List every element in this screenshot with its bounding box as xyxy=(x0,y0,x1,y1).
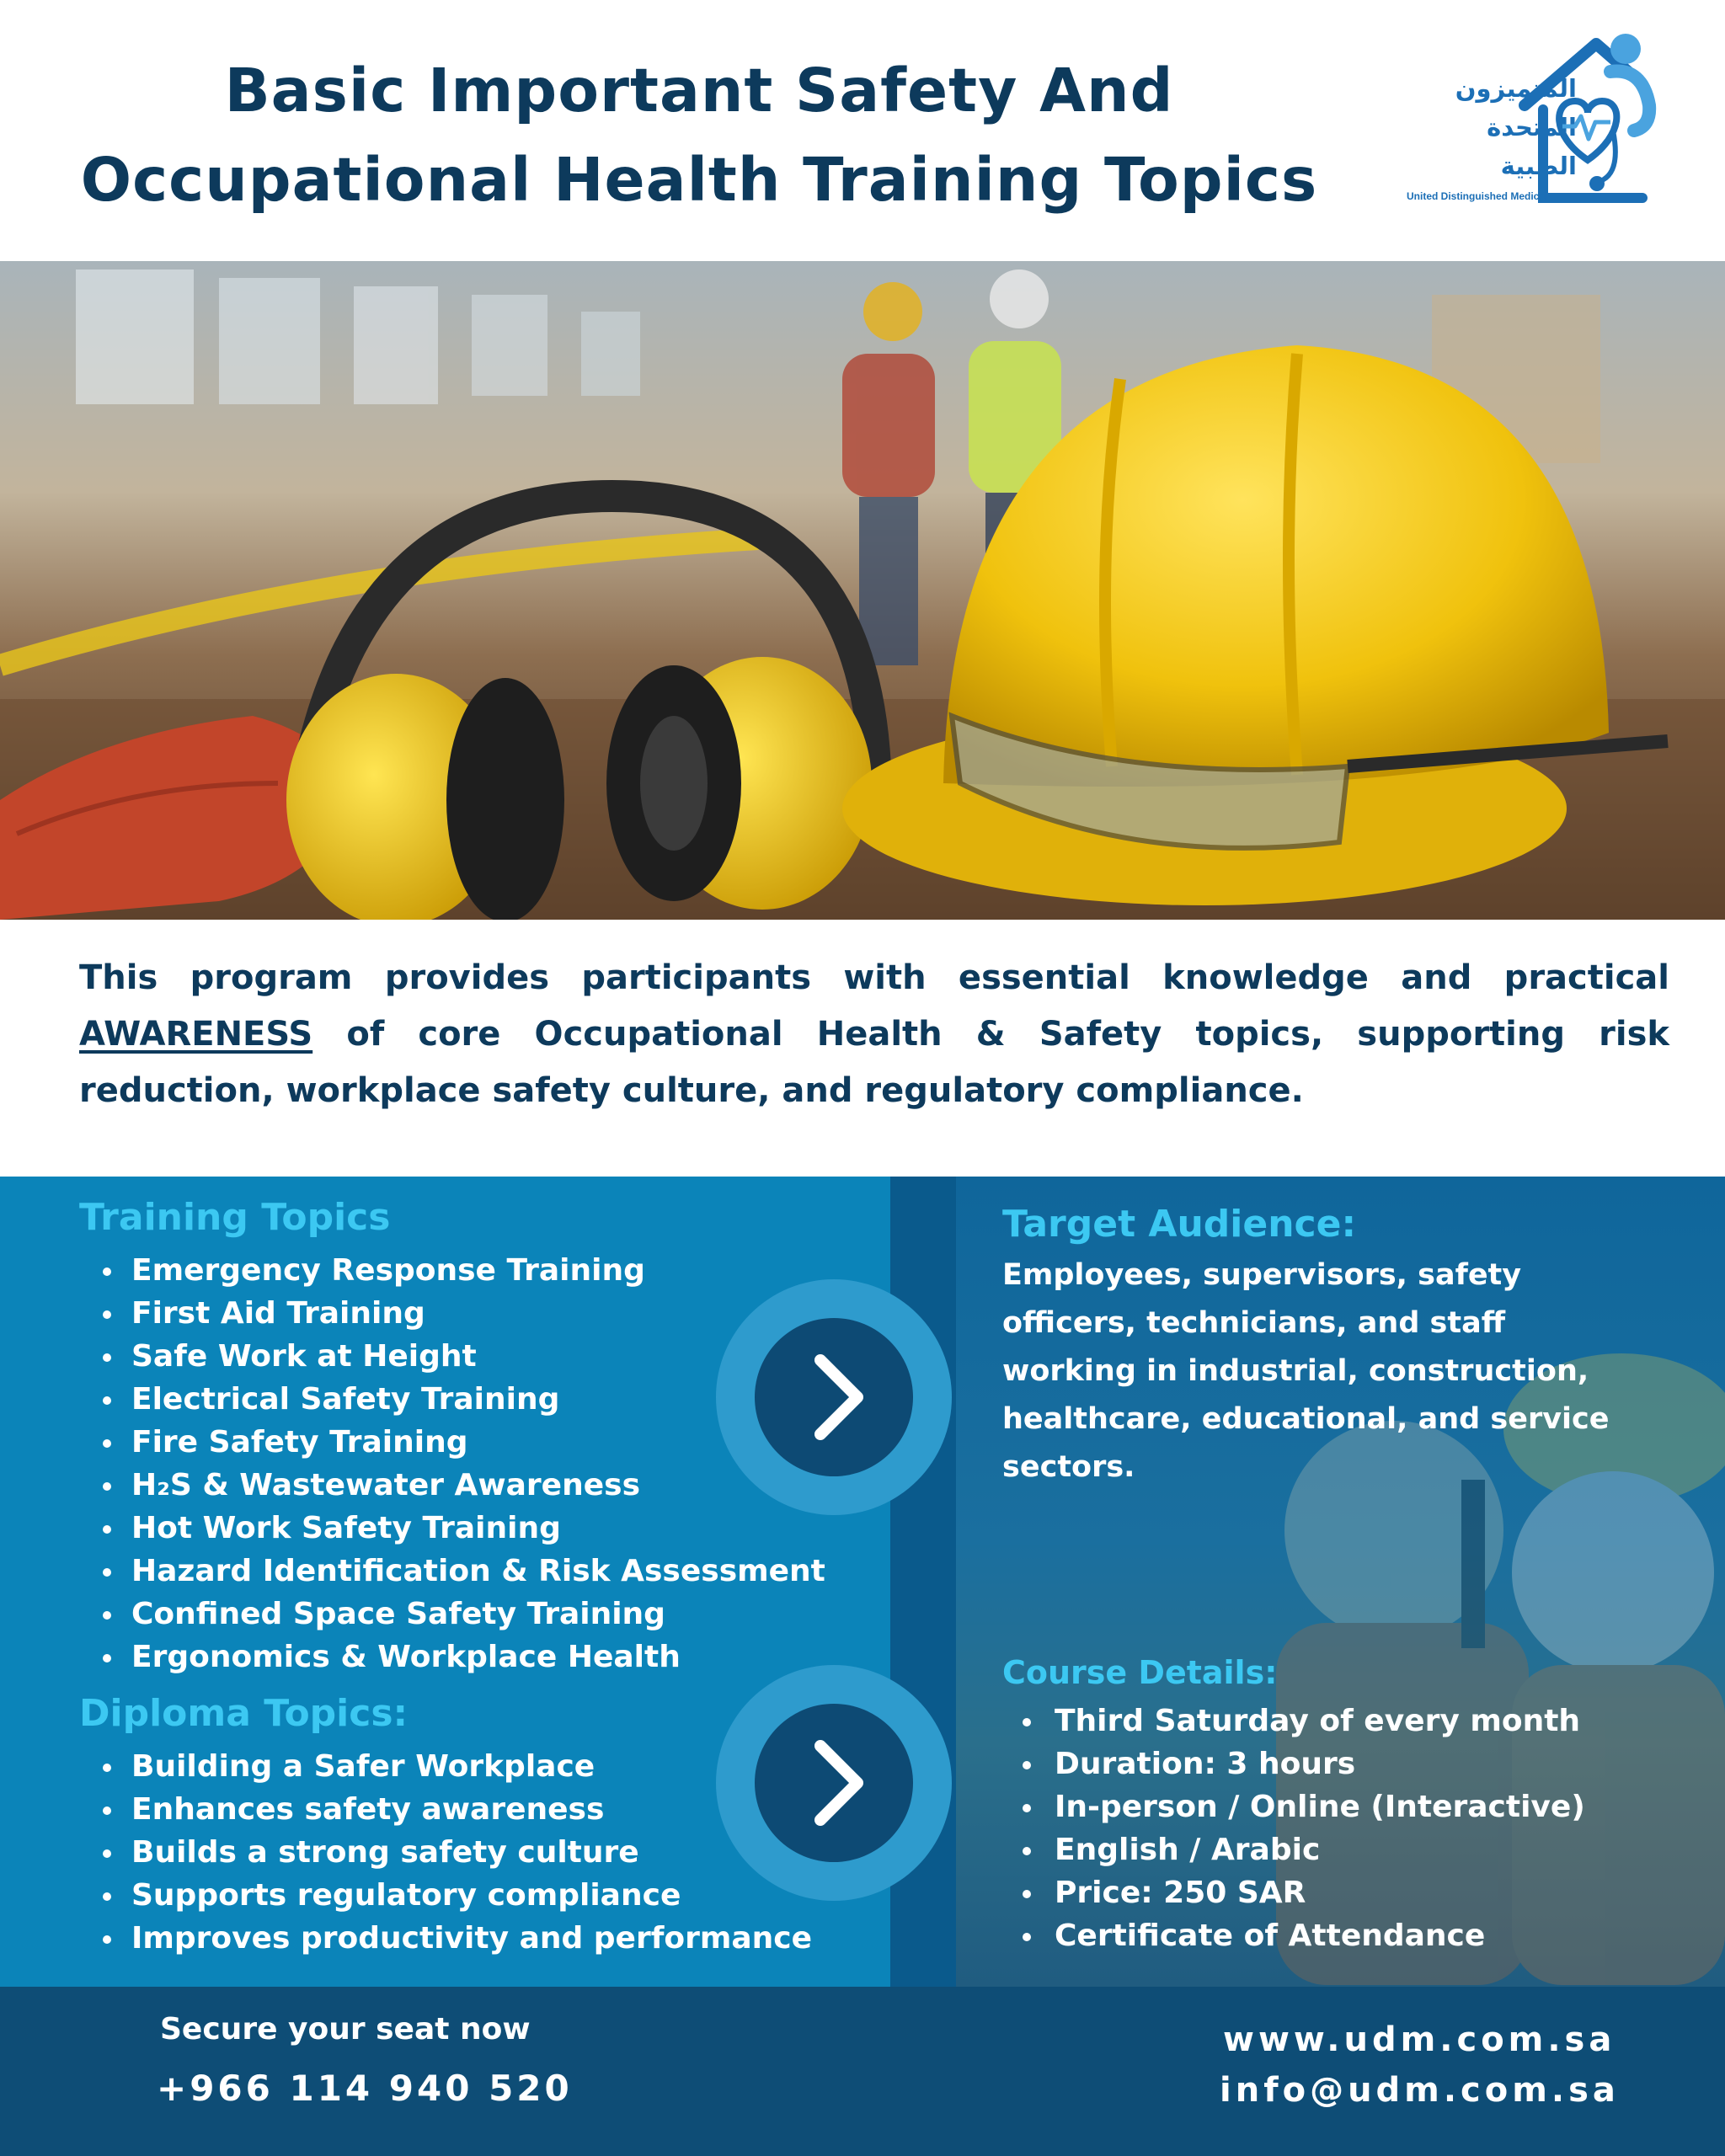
list-item: Improves productivity and performance xyxy=(79,1917,812,1960)
list-item: Certificate of Attendance xyxy=(1002,1914,1585,1957)
diploma-topics-list xyxy=(79,1745,812,1960)
list-item: H₂S & Wastewater Awareness xyxy=(79,1464,825,1507)
target-audience-text: Employees, supervisors, safety officers, technicians, and staff working in industrial, construction, healthcare, educational, and service sectors. xyxy=(1002,1258,1610,1484)
list-item: Price: 250 SAR xyxy=(1002,1871,1585,1914)
page-title xyxy=(51,46,1348,225)
arrow-button-core xyxy=(755,1318,913,1476)
arrow-button-top[interactable] xyxy=(716,1279,952,1515)
list-item: Supports regulatory compliance xyxy=(79,1874,812,1917)
intro-text-end: of core Occupational Health & Safety topics, supporting risk reduction, workplace safety culture, and regulatory compliance. xyxy=(79,1015,1669,1110)
list-item: Third Saturday of every month xyxy=(1002,1700,1585,1742)
intro-highlight-awareness: AWARENESS xyxy=(79,1015,313,1054)
udm-logo xyxy=(1398,25,1659,211)
list-item: Emergency Response Training xyxy=(79,1249,825,1292)
list-item: Safe Work at Height xyxy=(79,1335,825,1378)
target-audience-title: Target Audience: xyxy=(1002,1203,1357,1246)
list-item: Builds a strong safety culture xyxy=(79,1831,812,1874)
list-item: First Aid Training xyxy=(79,1292,825,1335)
logo-english-text: United Distinguished Medical xyxy=(1407,190,1548,202)
website-link[interactable]: www.udm.com.sa xyxy=(1223,2020,1616,2059)
arrow-button-bottom[interactable] xyxy=(716,1665,952,1901)
cta-text: Secure your seat now xyxy=(160,2012,531,2047)
logo-arabic-line-2: المتحدة xyxy=(1487,113,1577,141)
safety-equipment-photo xyxy=(0,261,1725,920)
training-topics-list xyxy=(79,1249,825,1678)
list-item: Electrical Safety Training xyxy=(79,1378,825,1421)
list-item: English / Arabic xyxy=(1002,1828,1585,1871)
hero-image xyxy=(0,261,1725,920)
logo-arabic-line-3: الطبية xyxy=(1500,152,1577,180)
chevron-right-icon xyxy=(755,1704,913,1862)
email-link[interactable]: info@udm.com.sa xyxy=(1220,2071,1620,2110)
list-item: Hazard Identification & Risk Assessment xyxy=(79,1550,825,1593)
course-details-list xyxy=(1002,1700,1585,1957)
footer xyxy=(0,1987,1725,2156)
chevron-right-icon xyxy=(755,1318,913,1476)
list-item: Fire Safety Training xyxy=(79,1421,825,1464)
phone-number[interactable]: +966 114 940 520 xyxy=(157,2068,573,2109)
title-line-1: Basic Important Safety And xyxy=(224,56,1174,125)
list-item: Confined Space Safety Training xyxy=(79,1593,825,1636)
arrow-button-core xyxy=(755,1704,913,1862)
list-item: Enhances safety awareness xyxy=(79,1788,812,1831)
training-topics-title: Training Topics xyxy=(79,1196,391,1239)
header xyxy=(0,0,1725,261)
list-item: In-person / Online (Interactive) xyxy=(1002,1785,1585,1828)
intro-text-start: This program provides participants with essential knowledge and practical xyxy=(79,958,1669,997)
program-description xyxy=(79,950,1669,1119)
logo-arabic-line-1: المتميزون xyxy=(1455,74,1577,103)
diploma-topics-title: Diploma Topics: xyxy=(79,1692,409,1735)
list-item: Ergonomics & Workplace Health xyxy=(79,1636,825,1678)
list-item: Building a Safer Workplace xyxy=(79,1745,812,1788)
course-details-title: Course Details: xyxy=(1002,1654,1278,1691)
list-item: Duration: 3 hours xyxy=(1002,1742,1585,1785)
list-item: Hot Work Safety Training xyxy=(79,1507,825,1550)
title-line-2: Occupational Health Training Topics xyxy=(80,145,1318,215)
house-heart-icon xyxy=(1516,25,1659,206)
